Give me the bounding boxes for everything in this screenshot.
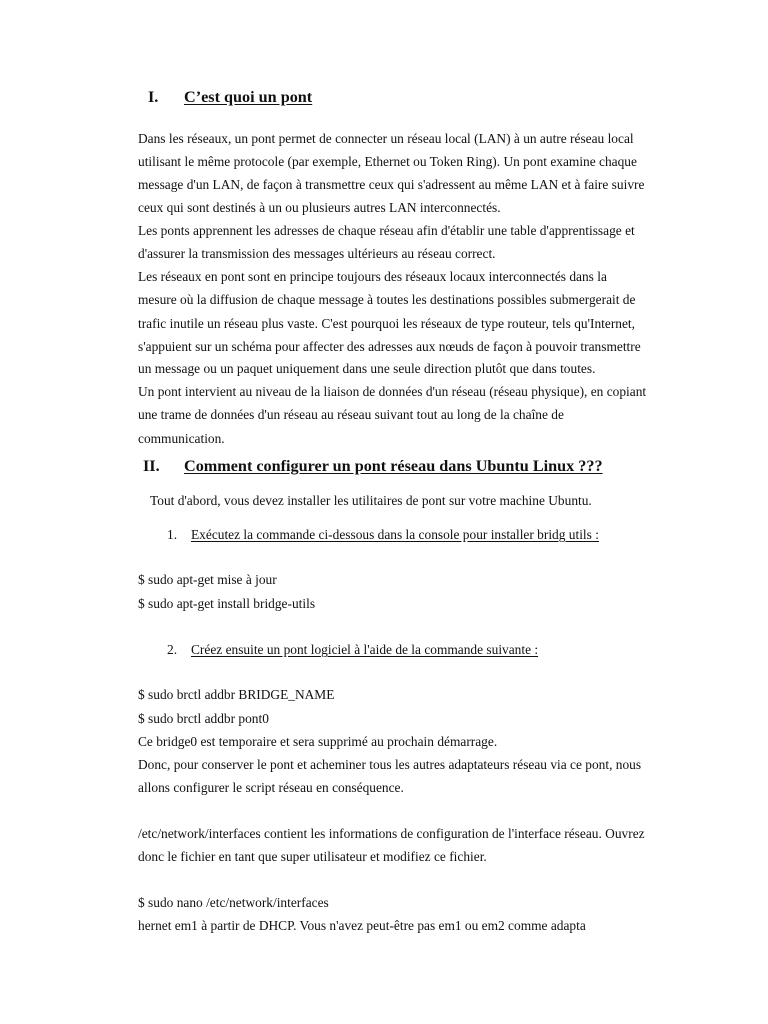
section-1-line: utilisant le même protocole (par exemple, Ethernet ou Token Ring). Un pont examine chaque	[138, 154, 637, 169]
section-1-title: C’est quoi un pont	[184, 88, 313, 106]
section-1-line: une trame de données d'un réseau au réseau suivant tout au long de la chaîne de	[138, 407, 564, 422]
section-1-line: mesure où la diffusion de chaque message à toutes les destinations possibles submergerait de	[138, 292, 636, 307]
section-2-number: II.	[143, 457, 160, 475]
section-1-line: d'assurer la transmission des messages ultérieurs au réseau correct.	[138, 246, 496, 261]
step-2-number: 2.	[167, 642, 178, 657]
paragraph-line: donc le fichier en tant que super utilisateur et modifiez ce fichier.	[138, 849, 487, 864]
section-1-line: communication.	[138, 431, 225, 446]
section-2-intro: Tout d'abord, vous devez installer les utilitaires de pont sur votre machine Ubuntu.	[150, 493, 592, 508]
command-line: $ sudo apt-get mise à jour	[138, 572, 277, 587]
section-1-line: s'appuient sur un schéma pour affecter des adresses aux nœuds de façon à pouvoir transmettre	[138, 339, 641, 354]
paragraph-line: /etc/network/interfaces contient les informations de configuration de l'interface réseau. Ouvrez	[138, 826, 645, 841]
section-1-heading	[148, 87, 448, 107]
step-2-text: Créez ensuite un pont logiciel à l'aide de la commande suivante :	[191, 642, 539, 657]
step-1	[167, 527, 647, 543]
command-line: $ sudo brctl addbr BRIDGE_NAME	[138, 687, 335, 702]
step-1-number: 1.	[167, 527, 178, 542]
section-1-number: I.	[148, 88, 159, 106]
section-2-title: Comment configurer un pont réseau dans Ubuntu Linux ???	[184, 457, 603, 475]
command-line: $ sudo apt-get install bridge-utils	[138, 596, 316, 611]
command-line: $ sudo nano /etc/network/interfaces	[138, 895, 329, 910]
section-1-line: Dans les réseaux, un pont permet de connecter un réseau local (LAN) à un autre réseau local	[138, 131, 634, 146]
paragraph-line: allons configurer le script réseau en conséquence.	[138, 780, 404, 795]
section-1-line: message d'un LAN, de façon à transmettre ceux qui s'adressent au même LAN et à faire suivre	[138, 177, 645, 192]
step-1-text: Exécutez la commande ci-dessous dans la console pour installer bridg utils :	[191, 527, 599, 542]
section-2-heading	[143, 456, 703, 476]
command-line: $ sudo brctl addbr pont0	[138, 711, 269, 726]
section-1-line: Les ponts apprennent les adresses de chaque réseau afin d'établir une table d'apprentissage et	[138, 223, 635, 238]
paragraph-line: Donc, pour conserver le pont et acheminer tous les autres adaptateurs réseau via ce pont, nous	[138, 757, 642, 772]
paragraph-line: hernet em1 à partir de DHCP. Vous n'avez peut-être pas em1 ou em2 comme adapta	[138, 918, 586, 933]
section-1-line: Les réseaux en pont sont en principe toujours des réseaux locaux interconnectés dans la	[138, 269, 607, 284]
section-1-line: Un pont intervient au niveau de la liaison de données d'un réseau (réseau physique), en copiant	[138, 384, 647, 399]
paragraph-line: Ce bridge0 est temporaire et sera supprimé au prochain démarrage.	[138, 734, 498, 749]
section-1-line: un message ou un paquet uniquement dans une seule direction plutôt que dans toutes.	[138, 361, 596, 376]
section-1-line: ceux qui sont destinés à un ou plusieurs autres LAN interconnectés.	[138, 200, 501, 215]
step-2	[167, 642, 587, 658]
section-1-line: trafic inutile un réseau plus vaste. C'est pourquoi les réseaux de type routeur, tels qu'Internet,	[138, 316, 635, 331]
